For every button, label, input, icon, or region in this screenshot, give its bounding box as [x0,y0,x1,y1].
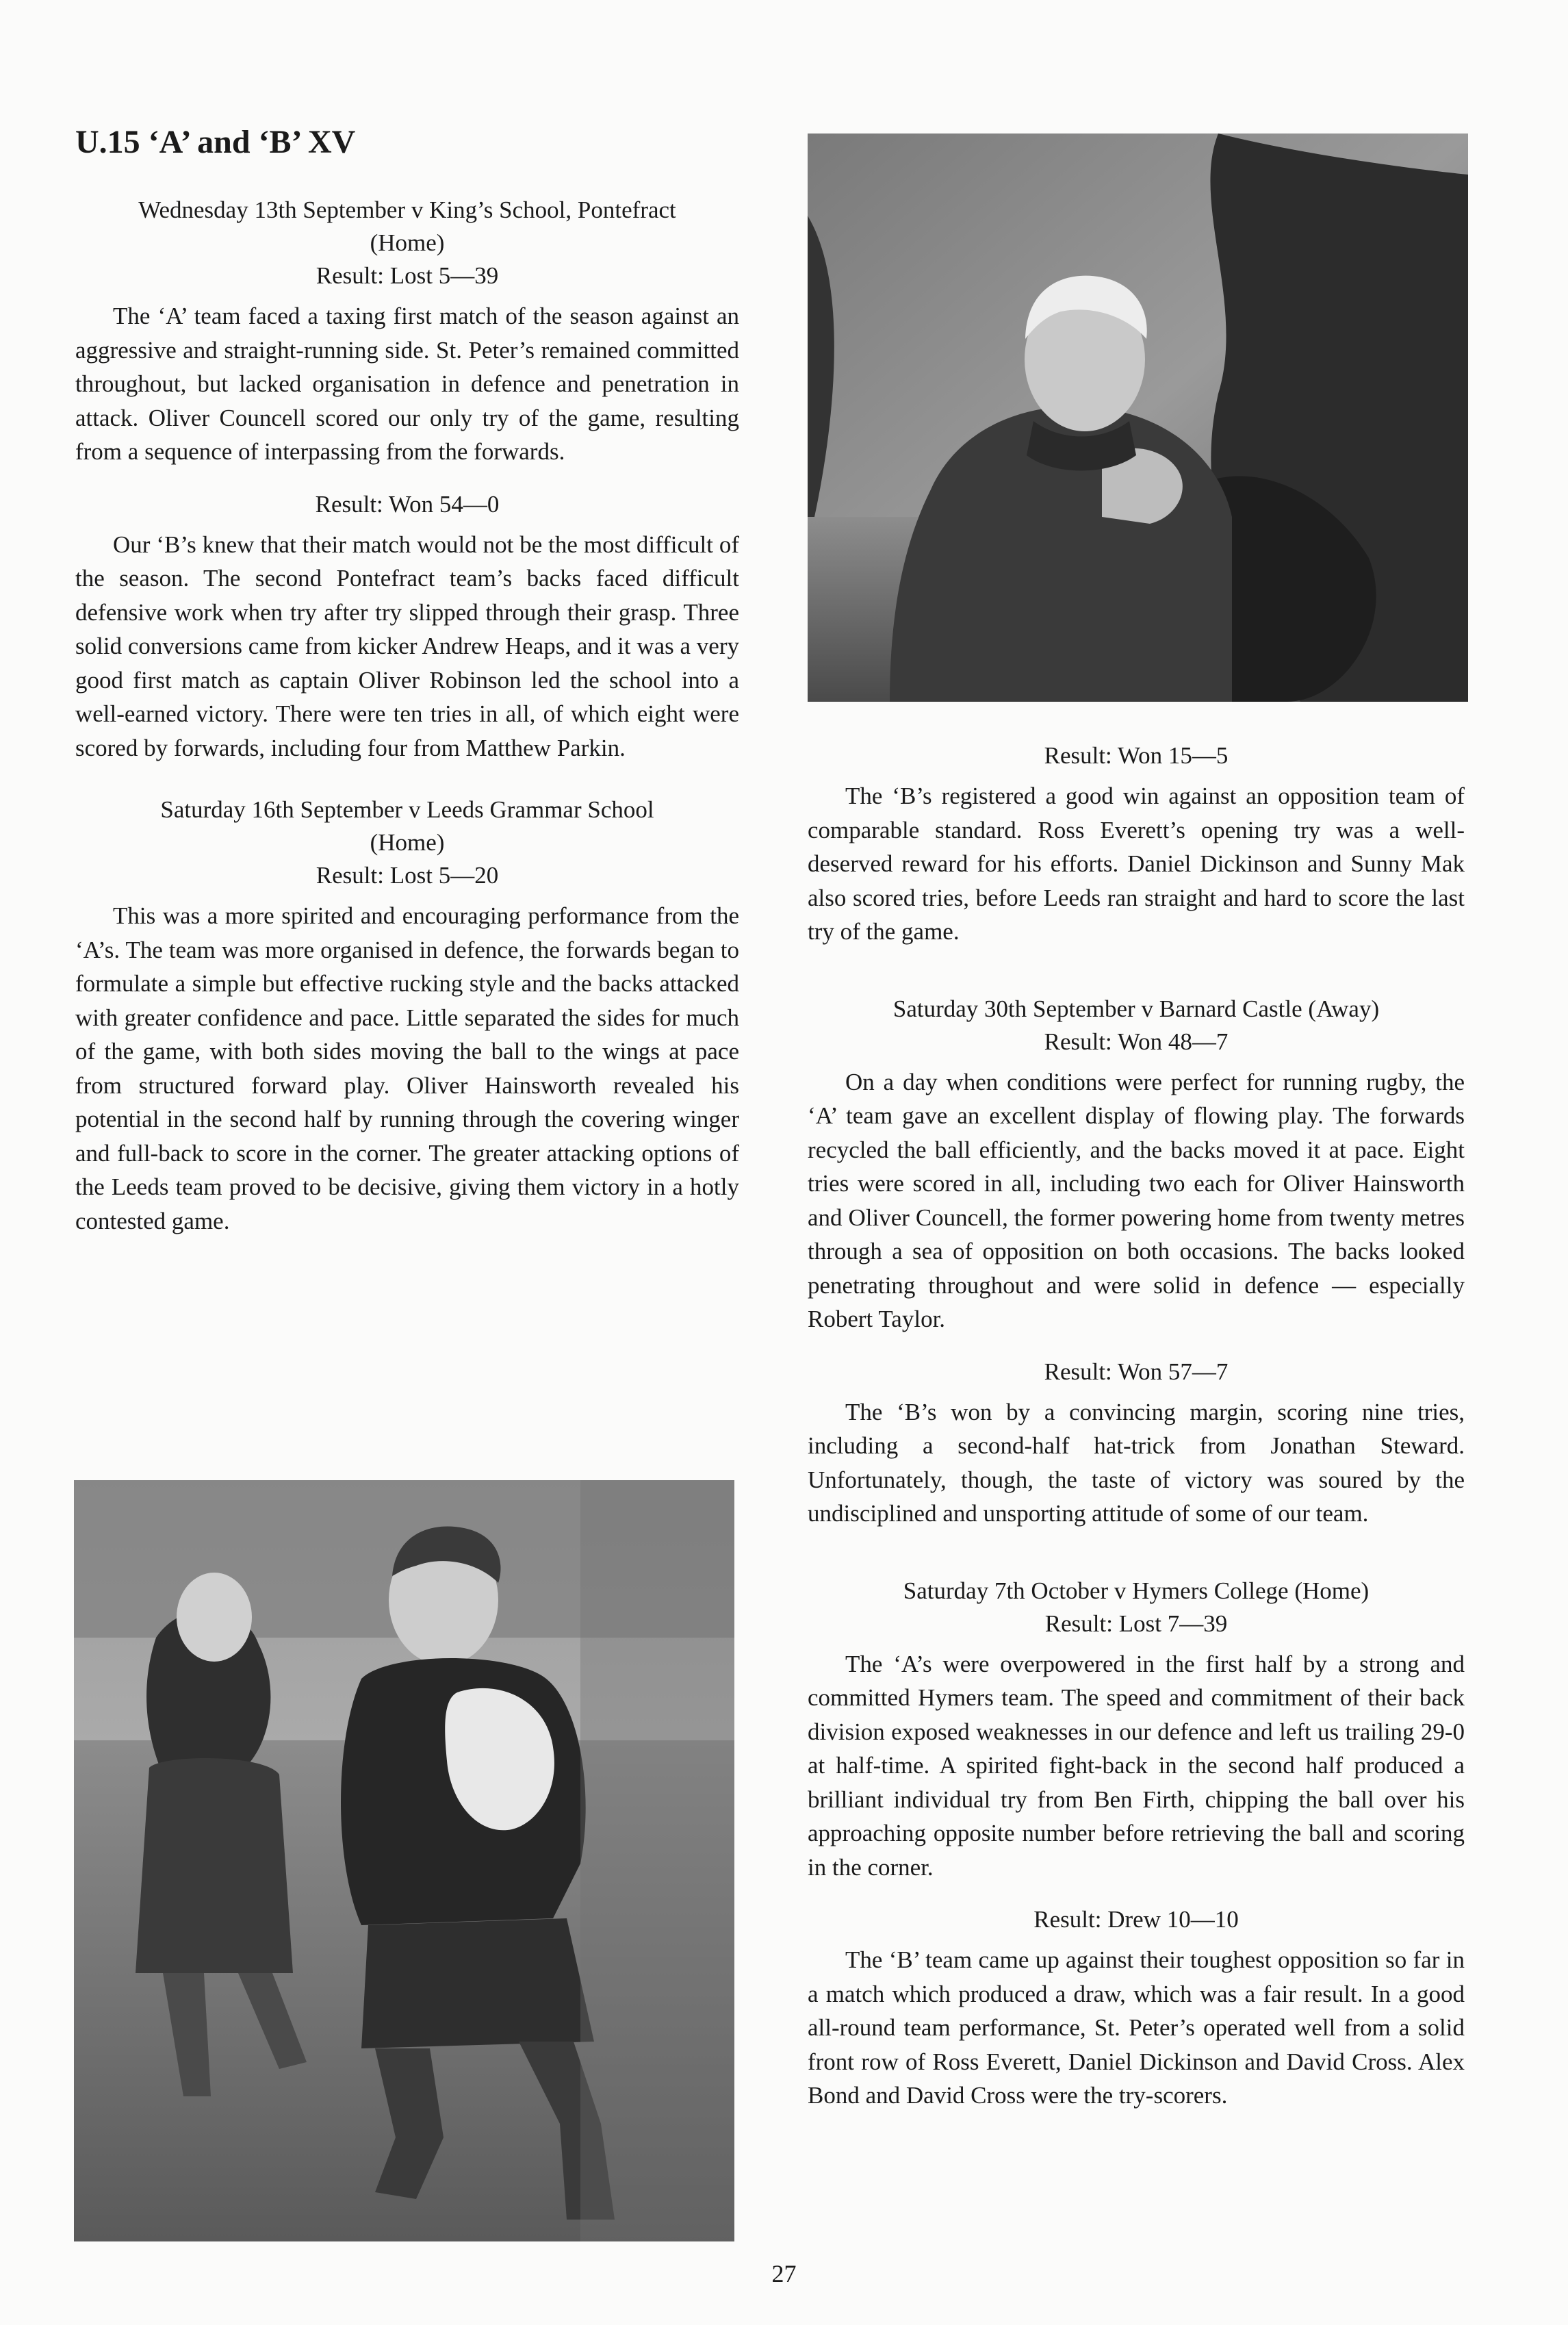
match-report [808,1903,1465,2113]
left-column [75,123,739,1238]
result-line: Result: Won 57—7 [1044,1358,1229,1385]
rugby-player-photo [808,134,1468,702]
match-report [808,1356,1465,1531]
report-paragraph: Our ‘B’s knew that their match would not be the most difficult of the season. The second Pontefract team’s backs faced difficult defensive work when try after try slipped through their grasp. Three solid conversions came from kicker Andrew Heaps, and it was a very good first match as captain Oliver Robinson led the school into a well-earned victory. There were ten tries in all, of which eight were scored by forwards, including four from Matthew Parkin. [75,531,739,761]
report-paragraph: The ‘B’ team came up against their toughest opposition so far in a match which produced a draw, which was a fair result. In a good all-round team performance, St. Peter’s operated well from a solid front row of Ross Everett, Daniel Dickinson and David Cross. Alex Bond and David Cross were the try-scorers. [808,1946,1465,2109]
fixture-line: Saturday 7th October v Hymers College (Home) [903,1577,1370,1604]
page-number: 27 [771,2260,797,2287]
venue-line: (Home) [370,829,445,856]
match-report [808,739,1465,949]
fixture-line: Saturday 30th September v Barnard Castle (Away) [892,995,1380,1022]
result-line: Result: Lost 7—39 [1044,1610,1228,1637]
result-line: Result: Lost 5—39 [316,262,499,289]
match-report [75,793,739,1238]
page-heading: U.15 ‘A’ and ‘B’ XV [75,124,356,160]
right-column [808,739,1465,2113]
result-line: Result: Drew 10—10 [1033,1906,1239,1933]
match-report [75,488,739,765]
report-paragraph: The ‘A’s were overpowered in the first half by a strong and committed Hymers team. The speed and commitment of their back division exposed weaknesses in our defence and left us trailing 29-0 at half-time. A spirited fight-back in the second half produced a brilliant individual try from Ben Firth, chipping the ball over his approaching opposite number before retrieving the ball and scoring in the corner. [808,1650,1465,1881]
venue-line: (Home) [370,229,445,256]
result-line: Result: Won 48—7 [1044,1028,1229,1055]
match-report [75,194,739,469]
report-paragraph: The ‘B’s registered a good win against an opposition team of comparable standard. Ross Everett’s opening try was a well-deserved reward for his efforts. Daniel Dickinson and Sunny Mak also scored tries, before Leeds ran straight and hard to score the last try of the game. [808,783,1465,945]
rugby-runner-photo [74,1480,734,2241]
report-paragraph: The ‘B’s won by a convincing margin, scoring nine tries, including a second-half hat-trick from Jonathan Steward. Unfortunately, though, the taste of victory was soured by the undisciplined and unsporting attitude of some of our team. [808,1398,1465,1527]
fixture-line: Wednesday 13th September v King’s School, Pontefract [138,196,676,223]
result-line: Result: Won 54—0 [315,490,500,518]
report-paragraph: On a day when conditions were perfect for running rugby, the ‘A’ team gave an excellent display of flowing play. The forwards recycled the ball efficiently, and the backs moved it at pace. Eight tries were scored in all, including two each for Oliver Hainsworth and Oliver Councell, the former powering home from twenty metres through a sea of opposition on both occasions. The backs looked penetrating throughout and were solid in defence — especially Robert Taylor. [808,1068,1465,1332]
match-report [808,1575,1465,1885]
result-line: Result: Lost 5—20 [316,862,499,889]
fixture-line: Saturday 16th September v Leeds Grammar School [160,796,654,823]
report-paragraph: This was a more spirited and encouraging performance from the ‘A’s. The team was more organised in defence, the forwards began to formulate a simple but effective rucking style and the backs attacked with greater confidence and pace. Little separated the sides for much of the game, with both sides moving the ball to the wings at pace from structured forward play. Oliver Hainsworth revealed his potential in the second half by running through the covering winger and full-back to score in the corner. The greater attacking options of the Leeds team proved to be decisive, giving them victory in a hotly contested game. [75,902,739,1234]
report-paragraph: The ‘A’ team faced a taxing first match of the season against an aggressive and straight-running side. St. Peter’s remained committed throughout, but lacked organisation in defence and penetration in attack. Oliver Councell scored our only try of the game, resulting from a sequence of interpassing from the forwards. [75,303,739,465]
result-line: Result: Won 15—5 [1044,742,1229,769]
match-report [808,993,1465,1336]
